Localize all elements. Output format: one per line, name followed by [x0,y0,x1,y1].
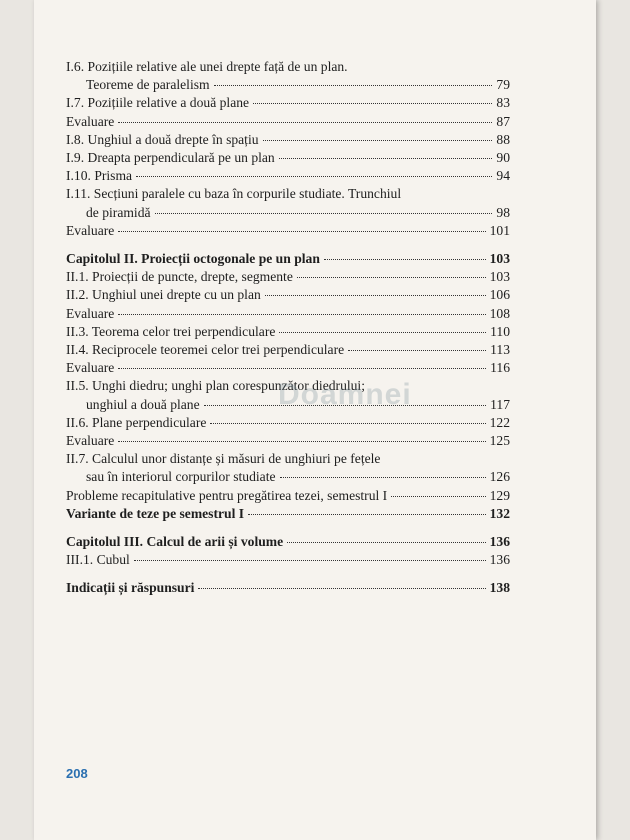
toc-entry-page: 126 [489,469,510,485]
dot-leader [136,175,492,177]
toc-entry-title: Variante de teze pe semestrul I [66,505,245,521]
toc-entry-title: Teoreme de paralelism [86,77,210,93]
dot-leader [253,102,492,104]
toc-entry-title: I.9. Dreapta perpendiculară pe un plan [66,150,275,166]
dot-leader [118,121,492,123]
dot-leader [297,276,486,278]
toc-entry-title: II.4. Reciprocele teoremei celor trei perpendiculare [66,342,345,358]
dot-leader [214,84,493,86]
toc-entry-page: 129 [489,487,510,503]
toc-entry[interactable] [66,58,510,94]
toc-entry-title: Evaluare [66,305,115,321]
toc-entry[interactable] [66,131,510,149]
toc-entry[interactable] [66,113,510,131]
toc-entry[interactable] [66,505,510,523]
toc-entry[interactable] [66,551,510,569]
toc-entry-page: 79 [496,77,510,93]
toc-entry-page: 87 [496,113,510,129]
toc-entry-page: 94 [496,168,510,184]
toc-entry-title: Evaluare [66,222,115,238]
dot-leader [118,230,485,232]
toc-entry-title: II.7. Calculul unor distanțe și măsuri de unghiuri pe fețele [66,451,381,467]
toc-entry[interactable] [66,341,510,359]
toc-entry-page: 138 [489,580,510,596]
toc-entry-page: 117 [490,396,510,412]
toc-entry-title: I.7. Pozițiile relative a două plane [66,95,250,111]
toc-entry[interactable] [66,185,510,221]
toc-entry-title: Evaluare [66,113,115,129]
toc-entry-page: 125 [489,433,510,449]
toc-entry-title: II.6. Plane perpendiculare [66,414,207,430]
dot-leader [134,559,486,561]
toc-entry[interactable] [66,432,510,450]
toc-entry[interactable] [66,286,510,304]
dot-leader [391,495,485,497]
toc-entry[interactable] [66,222,510,240]
toc-entry-title: Probleme recapitulative pentru pregătirea tezei, semestrul I [66,487,388,503]
toc-entry[interactable] [66,450,510,486]
toc-entry-title: sau în interiorul corpurilor studiate [86,469,276,485]
section-gap [66,240,510,250]
toc-entry-page: 122 [489,414,510,430]
toc-entry[interactable] [66,487,510,505]
toc-entry-title: Indicații și răspunsuri [66,580,195,596]
toc-entry-title: II.5. Unghi diedru; unghi plan corespunzător diedrului; [66,378,365,394]
toc-entry[interactable] [66,94,510,112]
dot-leader [118,367,486,369]
page-number: 208 [66,766,88,781]
dot-leader [210,422,485,424]
toc-entry-title: Capitolul III. Calcul de arii și volume [66,534,284,550]
toc-entry-page: 88 [496,131,510,147]
toc-entry-title: Evaluare [66,360,115,376]
table-of-contents [66,58,510,598]
dot-leader [198,587,485,589]
dot-leader [287,541,485,543]
toc-entry[interactable] [66,533,510,551]
toc-entry-page: 132 [489,505,510,521]
toc-entry-title: unghiul a două plane [86,396,200,412]
toc-entry[interactable] [66,579,510,597]
toc-entry-page: 103 [489,251,510,267]
dot-leader [324,258,486,260]
toc-entry-page: 90 [496,150,510,166]
toc-entry[interactable] [66,250,510,268]
toc-entry-title: de piramidă [86,204,151,220]
toc-entry[interactable] [66,323,510,341]
watermark: Doamnei [278,378,412,411]
toc-entry-page: 83 [496,95,510,111]
toc-entry-title: I.11. Secțiuni paralele cu baza în corpurile studiate. Trunchiul [66,186,402,202]
section-gap [66,569,510,579]
dot-leader [155,212,493,214]
section-gap [66,523,510,533]
dot-leader [265,294,486,296]
dot-leader [263,139,493,141]
toc-entry[interactable] [66,167,510,185]
toc-entry-title: I.10. Prisma [66,168,133,184]
toc-entry-page: 108 [489,305,510,321]
toc-entry-title: II.2. Unghiul unei drepte cu un plan [66,287,261,303]
toc-entry-page: 116 [490,360,510,376]
dot-leader [348,349,486,351]
toc-entry-page: 136 [489,552,510,568]
dot-leader [248,513,486,515]
toc-entry-page: 98 [496,204,510,220]
toc-entry-page: 110 [490,323,510,339]
toc-entry-page: 103 [489,269,510,285]
toc-entry-page: 101 [489,222,510,238]
toc-entry-title: Evaluare [66,433,115,449]
dot-leader [279,157,493,159]
toc-entry[interactable] [66,149,510,167]
dot-leader [118,440,485,442]
toc-entry-page: 106 [489,287,510,303]
toc-entry[interactable] [66,414,510,432]
dot-leader [280,476,486,478]
toc-entry-page: 136 [489,534,510,550]
dot-leader [279,331,486,333]
toc-entry-title: III.1. Cubul [66,552,130,568]
toc-entry[interactable] [66,268,510,286]
toc-entry[interactable] [66,359,510,377]
toc-entry-title: I.6. Pozițiile relative ale unei drepte față de un plan. [66,59,348,74]
toc-entry-title: II.3. Teorema celor trei perpendiculare [66,323,276,339]
toc-entry-title: I.8. Unghiul a două drepte în spațiu [66,131,259,147]
toc-entry-page: 113 [490,342,510,358]
dot-leader [118,313,485,315]
toc-entry-title: II.1. Proiecții de puncte, drepte, segmente [66,269,293,285]
toc-entry-title: Capitolul II. Proiecții octogonale pe un plan [66,251,320,267]
toc-entry[interactable] [66,305,510,323]
